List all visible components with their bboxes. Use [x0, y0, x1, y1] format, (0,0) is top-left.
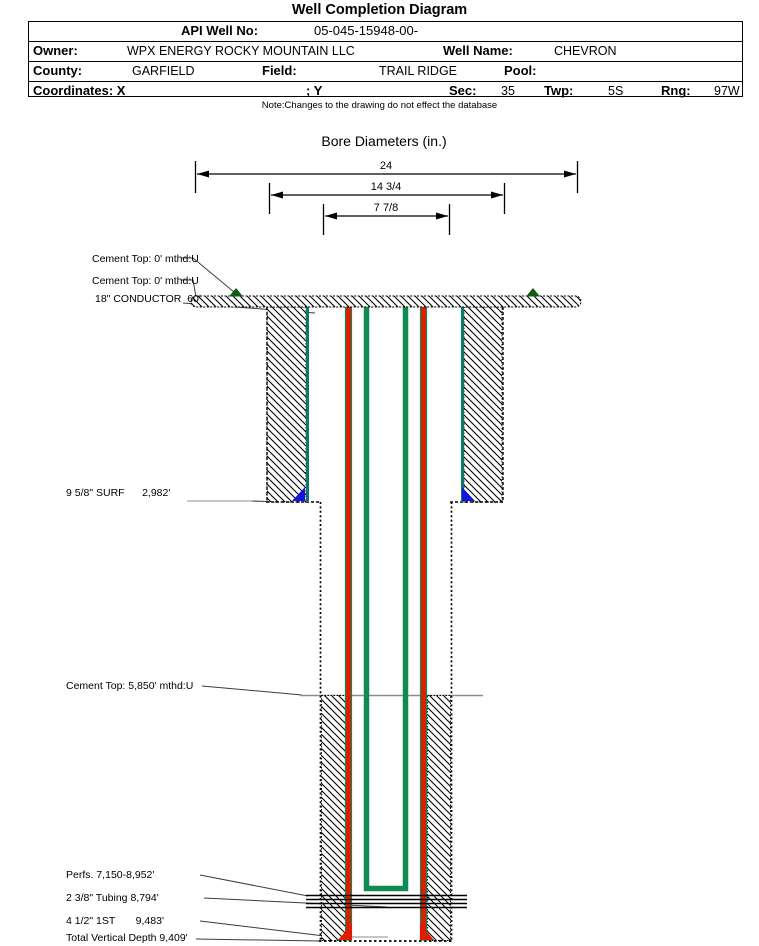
sec-value: 35 [501, 84, 515, 98]
depth-annotations [66, 253, 201, 944]
dim-7-label: 7 7/8 [373, 202, 399, 214]
well-name-value: CHEVRON [554, 44, 617, 58]
county-label: County: [33, 63, 83, 78]
owner-value: WPX ENERGY ROCKY MOUNTAIN LLC [127, 44, 355, 58]
sec-label: Sec: [449, 83, 477, 98]
api-well-no-label: API Well No: [181, 23, 259, 38]
cement-areas [267, 307, 502, 941]
database-note: Note:Changes to the drawing do not effect the database [261, 100, 498, 111]
field-label: Field: [262, 63, 297, 78]
cement-top-marker-right [526, 288, 540, 297]
dim-14-left-arrow [271, 192, 283, 199]
twp-value: 5S [608, 84, 624, 98]
production-casing-left-line [346, 298, 352, 940]
dim-14-label: 14 3/4 [370, 181, 402, 193]
well-name-label: Well Name: [443, 43, 513, 58]
leader-surface-casing [252, 501, 268, 502]
production-casing-right-line [421, 298, 427, 940]
rng-label: Rng: [661, 83, 691, 98]
coordinates-label: Coordinates: X [33, 83, 126, 98]
tubing-string [367, 298, 406, 889]
annotation-production-casing: 4 1/2" 1ST 9,483' [66, 915, 164, 927]
annotation-cement-top-2: Cement Top: 0' mthd:U [92, 275, 199, 287]
rng-value: 97W [714, 84, 740, 98]
surface-casing-left-line [306, 298, 309, 502]
leader-total-depth [196, 939, 320, 941]
county-value: GARFIELD [132, 64, 195, 78]
dimension-7-7-8 [324, 202, 450, 235]
annotation-cement-top-1: Cement Top: 0' mthd:U [92, 253, 199, 265]
cement-hatch-upper-left [267, 307, 306, 502]
pool-label: Pool: [504, 63, 537, 78]
dim-24-label: 24 [379, 160, 393, 172]
annotation-cement-top-5850: Cement Top: 5,850' mthd:U [66, 680, 194, 692]
owner-label: Owner: [33, 43, 78, 58]
coordinates-y-label: ; Y [306, 83, 323, 98]
dim-7-left-arrow [325, 213, 337, 220]
annotation-conductor: 18" CONDUCTOR 60' [95, 293, 201, 305]
leader-perforations [200, 875, 308, 896]
annotation-total-depth: Total Vertical Depth 9,409' [66, 932, 188, 944]
leader-cement-top-5850 [202, 686, 302, 695]
api-well-no-value: 05-045-15948-00- [314, 23, 419, 38]
field-value: TRAIL RIDGE [379, 64, 458, 78]
surface-casing-right-line [461, 298, 464, 502]
dim-14-right-arrow [491, 192, 503, 199]
twp-label: Twp: [544, 83, 574, 98]
dim-24-left-arrow [197, 171, 209, 178]
annotation-tubing: 2 3/8" Tubing 8,794' [66, 892, 159, 904]
cement-hatch-upper-right [464, 307, 502, 502]
dim-24-right-arrow [564, 171, 576, 178]
page-title: Well Completion Diagram [291, 2, 468, 18]
conductor-bar [191, 296, 581, 307]
dim-7-right-arrow [436, 213, 448, 220]
annotation-perforations: Perfs. 7,150-8,952' [66, 869, 155, 881]
annotation-surface-casing: 9 5/8" SURF 2,982' [66, 487, 171, 499]
bore-diameters-title: Bore Diameters (in.) [321, 133, 447, 149]
